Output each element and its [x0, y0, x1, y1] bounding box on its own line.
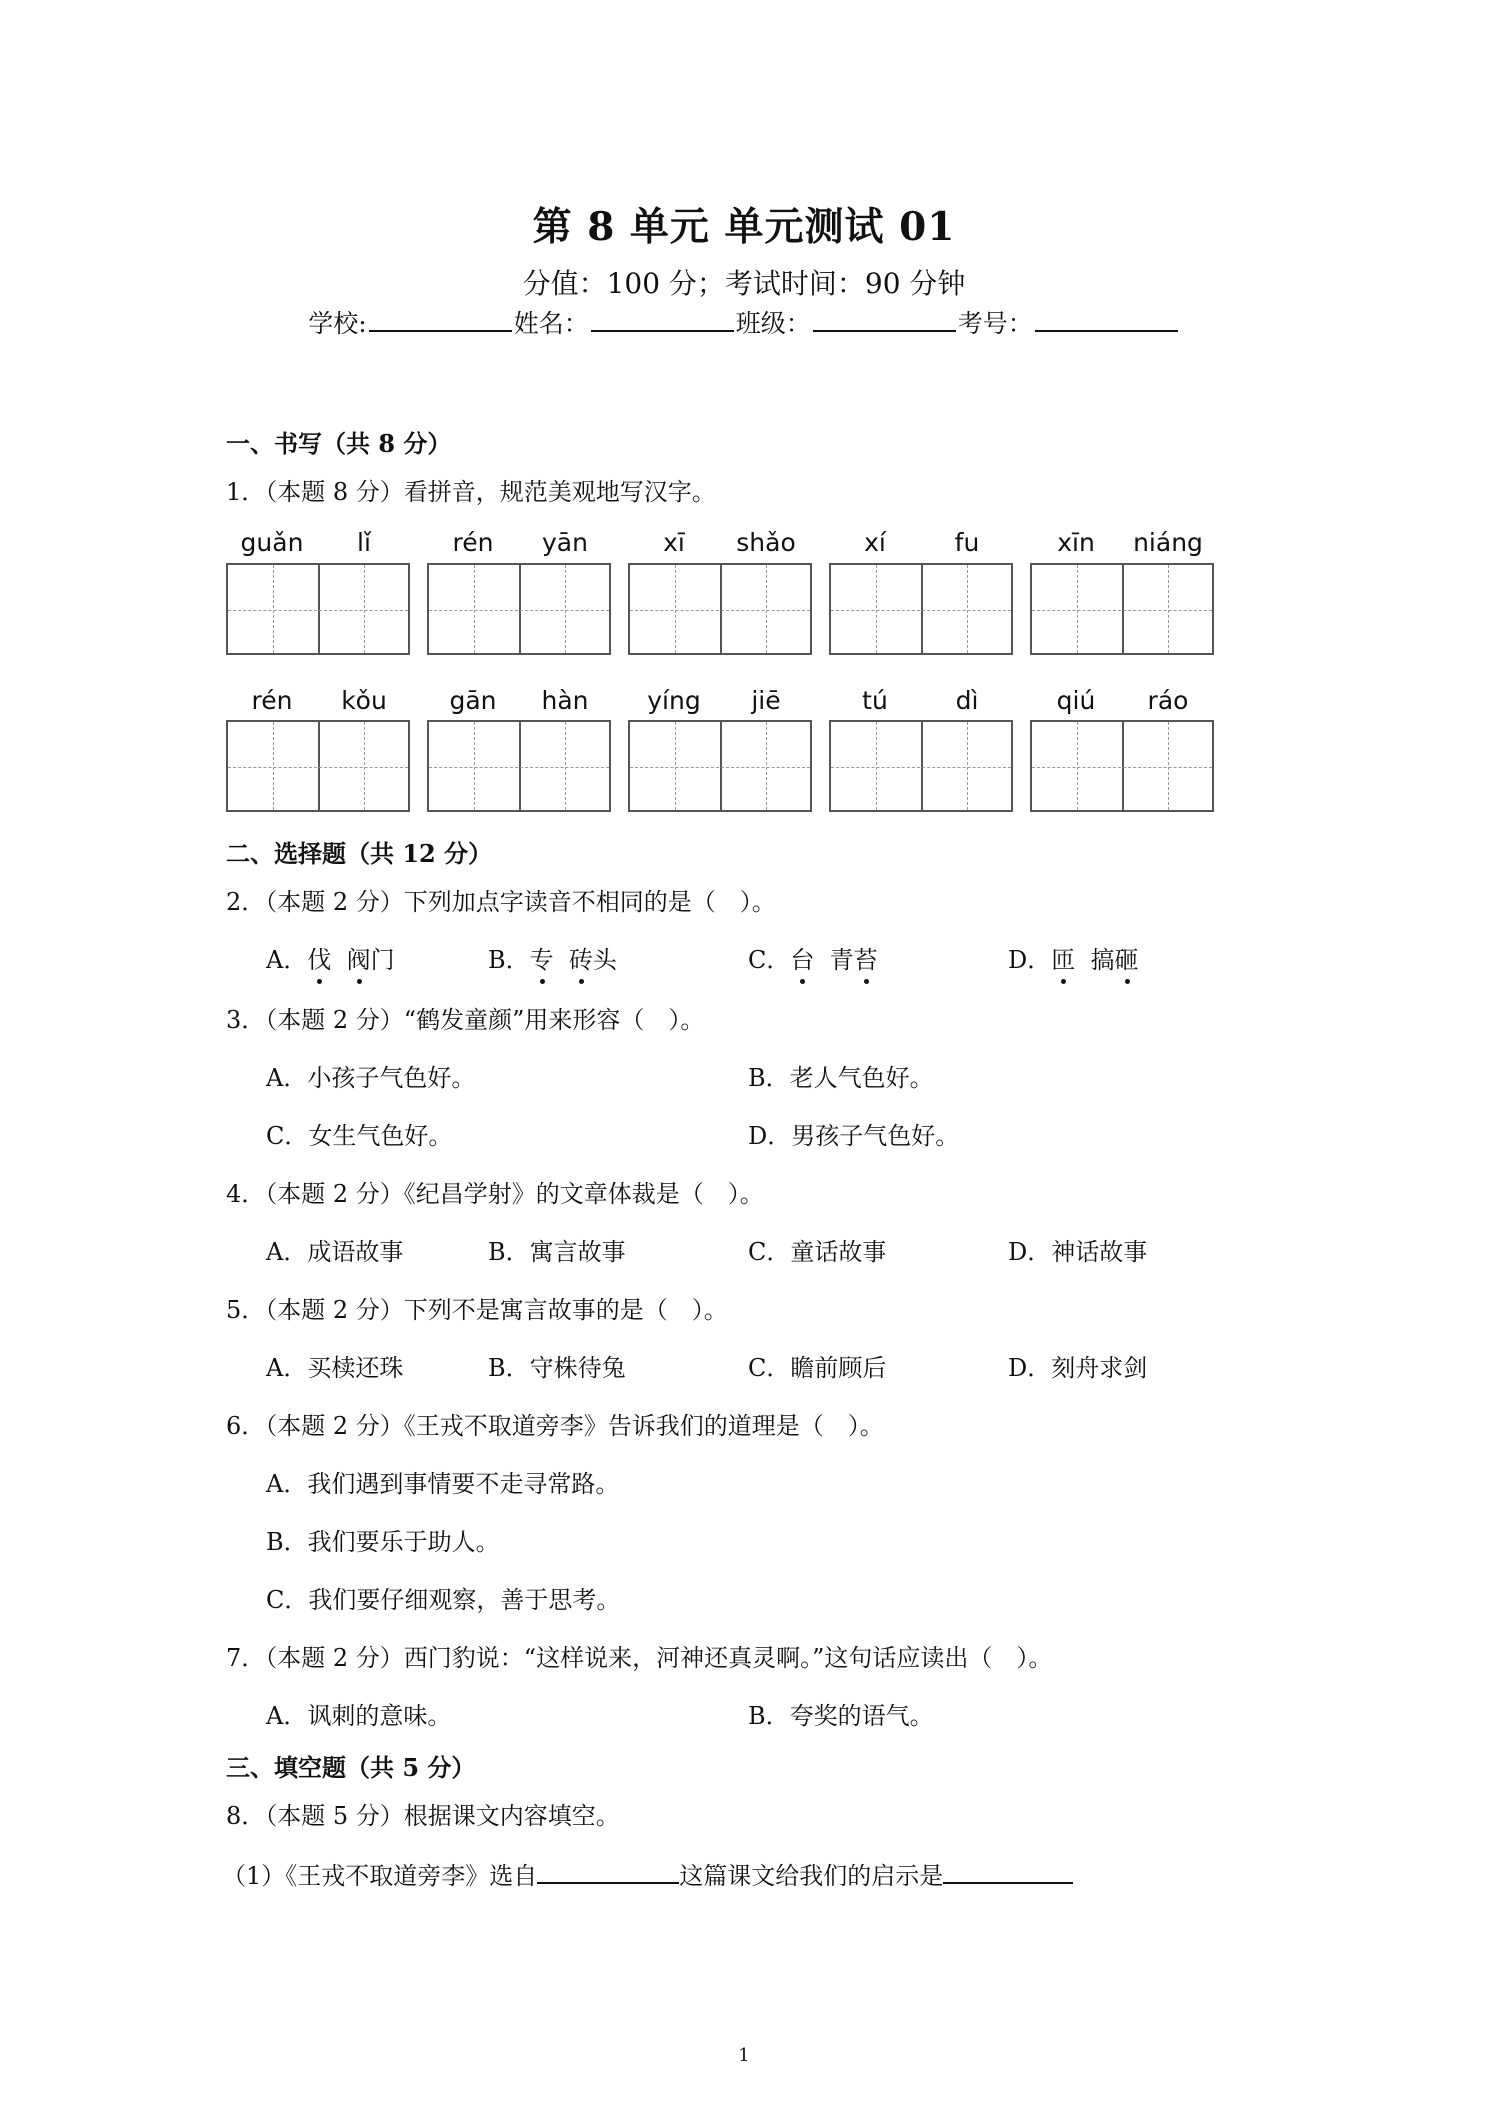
- exam-meta: 分值：100 分；考试时间：90 分钟: [522, 267, 966, 300]
- class-blank[interactable]: [813, 304, 956, 332]
- name-blank[interactable]: [591, 304, 734, 332]
- q4-stem: 4．（本题 2 分）《纪昌学射》的文章体裁是（ ）。: [226, 1180, 764, 1208]
- pinyin-label: yíng: [647, 686, 701, 715]
- pinyin-label: guǎn: [240, 528, 304, 557]
- pinyin-label: dì: [955, 686, 979, 715]
- dotted-char: 阀: [347, 940, 371, 975]
- q7-option-a[interactable]: A．讽刺的意味。: [266, 1702, 452, 1730]
- pinyin-label: xīn: [1057, 528, 1095, 557]
- dotted-char: 苔: [854, 940, 878, 975]
- writing-box-pair[interactable]: [226, 720, 410, 812]
- q3-stem: 3．（本题 2 分）“鹤发童颜”用来形容（ ）。: [226, 1006, 705, 1034]
- pinyin-label: kǒu: [341, 686, 387, 715]
- school-label: 学校:: [308, 309, 367, 338]
- page-number: 1: [738, 2045, 750, 2066]
- pinyin-label: gān: [449, 686, 497, 715]
- pinyin-label: lǐ: [357, 528, 371, 557]
- section-1-heading: 一、书写（共 8 分）: [226, 429, 452, 458]
- q2-stem: 2．（本题 2 分）下列加点字读音不相同的是（ ）。: [226, 888, 776, 916]
- q2-option-d[interactable]: D．匝 搞砸: [1008, 940, 1139, 975]
- q4-option-d[interactable]: D．神话故事: [1008, 1238, 1148, 1266]
- q5-option-c[interactable]: C．瞻前顾后: [748, 1354, 887, 1382]
- q4-option-c[interactable]: C．童话故事: [748, 1238, 887, 1266]
- q8-blank-2[interactable]: [943, 1858, 1073, 1884]
- writing-box-pair[interactable]: [1030, 720, 1214, 812]
- q2-option-a[interactable]: A．伐 阀门: [266, 940, 395, 975]
- pinyin-label: qiú: [1056, 686, 1096, 715]
- pinyin-label: tú: [862, 686, 888, 715]
- dotted-char: 砖: [569, 940, 593, 975]
- dotted-char: 台: [790, 940, 814, 975]
- q6-stem: 6．（本题 2 分）《王戎不取道旁李》告诉我们的道理是（ ）。: [226, 1412, 884, 1440]
- name-label: 姓名：: [513, 309, 589, 338]
- q8-stem: 8．（本题 5 分）根据课文内容填空。: [226, 1802, 620, 1830]
- writing-box-pair[interactable]: [427, 720, 611, 812]
- pinyin-label: yān: [542, 528, 588, 557]
- q6-option-b[interactable]: B．我们要乐于助人。: [266, 1528, 500, 1556]
- q5-stem: 5．（本题 2 分）下列不是寓言故事的是（ ）。: [226, 1296, 728, 1324]
- pinyin-label: shǎo: [736, 528, 796, 557]
- q4-option-a[interactable]: A．成语故事: [266, 1238, 404, 1266]
- dotted-char: 伐: [307, 940, 331, 975]
- q3-option-a[interactable]: A．小孩子气色好。: [266, 1064, 476, 1092]
- q3-option-d[interactable]: D．男孩子气色好。: [748, 1122, 960, 1150]
- exam-no-blank[interactable]: [1035, 304, 1178, 332]
- q6-option-a[interactable]: A．我们遇到事情要不走寻常路。: [266, 1470, 620, 1498]
- writing-box-pair[interactable]: [226, 563, 410, 655]
- q5-option-d[interactable]: D．刻舟求剑: [1008, 1354, 1148, 1382]
- writing-box-pair[interactable]: [1030, 563, 1214, 655]
- pinyin-label: rén: [251, 686, 293, 715]
- student-info-line: [0, 304, 1488, 340]
- dotted-char: 砸: [1115, 940, 1139, 975]
- q7-option-b[interactable]: B．夸奖的语气。: [748, 1702, 934, 1730]
- school-blank[interactable]: [369, 304, 512, 332]
- pinyin-label: niáng: [1133, 528, 1203, 557]
- q6-option-c[interactable]: C．我们要仔细观察，善于思考。: [266, 1586, 621, 1614]
- writing-box-pair[interactable]: [628, 563, 812, 655]
- q2-option-b[interactable]: B．专 砖头: [488, 940, 617, 975]
- writing-box-pair[interactable]: [628, 720, 812, 812]
- pinyin-label: jiē: [751, 686, 781, 715]
- pinyin-label: xī: [663, 528, 685, 557]
- q2-option-c[interactable]: C．台 青苔: [748, 940, 878, 975]
- q3-option-c[interactable]: C．女生气色好。: [266, 1122, 453, 1150]
- pinyin-label: rén: [452, 528, 494, 557]
- writing-box-pair[interactable]: [427, 563, 611, 655]
- writing-box-pair[interactable]: [829, 720, 1013, 812]
- q3-option-b[interactable]: B．老人气色好。: [748, 1064, 934, 1092]
- pinyin-label: ráo: [1147, 686, 1189, 715]
- dotted-char: 专: [530, 940, 554, 975]
- q4-option-b[interactable]: B．寓言故事: [488, 1238, 626, 1266]
- exam-no-label: 考号：: [957, 309, 1033, 338]
- q7-stem: 7．（本题 2 分）西门豹说：“这样说来，河神还真灵啊。”这句话应读出（ ）。: [226, 1644, 1053, 1672]
- writing-box-pair[interactable]: [829, 563, 1013, 655]
- page-title: 第 8 单元 单元测试 01: [532, 204, 956, 250]
- q5-option-a[interactable]: A．买椟还珠: [266, 1354, 404, 1382]
- q1-stem: 1．（本题 8 分）看拼音，规范美观地写汉字。: [226, 478, 716, 506]
- pinyin-label: hàn: [541, 686, 589, 715]
- q8-blank-1[interactable]: [537, 1858, 679, 1884]
- pinyin-label: xí: [864, 528, 886, 557]
- q5-option-b[interactable]: B．守株待兔: [488, 1354, 626, 1382]
- section-3-heading: 三、填空题（共 5 分）: [226, 1753, 476, 1782]
- pinyin-label: fu: [954, 528, 980, 557]
- q8-part-1: （1）《王戎不取道旁李》选自 这篇课文给我们的启示是: [222, 1856, 1073, 1891]
- dotted-char: 匝: [1051, 940, 1075, 975]
- section-2-heading: 二、选择题（共 12 分）: [226, 839, 493, 868]
- class-label: 班级：: [735, 309, 811, 338]
